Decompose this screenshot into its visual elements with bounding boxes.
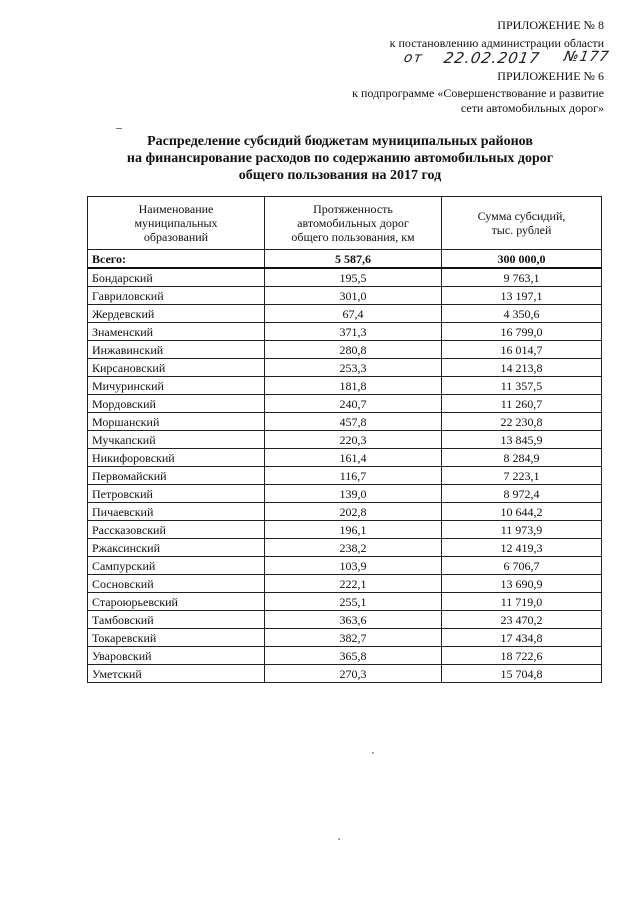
municipality-cell: Староюрьевский <box>88 593 265 611</box>
table-row <box>88 413 602 431</box>
table-row <box>88 395 602 413</box>
scan-mark <box>116 128 122 129</box>
table-row <box>88 431 602 449</box>
municipality-cell: Уваровский <box>88 647 265 665</box>
subsidy-table <box>87 196 602 683</box>
sum-cell: 4 350,6 <box>442 305 602 323</box>
table-row <box>88 485 602 503</box>
municipality-cell: Петровский <box>88 485 265 503</box>
length-cell: 220,3 <box>265 431 442 449</box>
length-cell: 457,8 <box>265 413 442 431</box>
scan-dot <box>338 838 340 840</box>
municipality-cell: Мучкапский <box>88 431 265 449</box>
appendix-6-label: ПРИЛОЖЕНИЕ № 6 <box>497 69 604 83</box>
sum-cell: 14 213,8 <box>442 359 602 377</box>
length-cell: 116,7 <box>265 467 442 485</box>
length-cell: 253,3 <box>265 359 442 377</box>
sum-cell: 17 434,8 <box>442 629 602 647</box>
table-row <box>88 323 602 341</box>
sum-cell: 6 706,7 <box>442 557 602 575</box>
sum-cell: 8 284,9 <box>442 449 602 467</box>
table-row <box>88 575 602 593</box>
handwritten-date: 22.02.2017 <box>442 49 542 67</box>
table-row <box>88 557 602 575</box>
table-row <box>88 359 602 377</box>
document-title <box>60 133 620 184</box>
length-cell: 195,5 <box>265 268 442 287</box>
subprogram-line-1: к подпрограмме «Совершенствование и развитие <box>352 86 604 100</box>
table-row <box>88 305 602 323</box>
length-cell: 161,4 <box>265 449 442 467</box>
table-row <box>88 377 602 395</box>
length-cell: 255,1 <box>265 593 442 611</box>
length-cell: 181,8 <box>265 377 442 395</box>
length-cell: 238,2 <box>265 539 442 557</box>
municipality-cell: Инжавинский <box>88 341 265 359</box>
table-row <box>88 467 602 485</box>
municipality-cell: Мичуринский <box>88 377 265 395</box>
table-row <box>88 341 602 359</box>
length-cell: 365,8 <box>265 647 442 665</box>
sum-cell: 15 704,8 <box>442 665 602 683</box>
sum-cell: 13 197,1 <box>442 287 602 305</box>
municipality-cell: Гавриловский <box>88 287 265 305</box>
length-cell: 301,0 <box>265 287 442 305</box>
municipality-cell: Жердевский <box>88 305 265 323</box>
table-row <box>88 611 602 629</box>
length-cell: 240,7 <box>265 395 442 413</box>
total-length: 5 587,6 <box>265 250 442 269</box>
length-cell: 103,9 <box>265 557 442 575</box>
municipality-cell: Рассказовский <box>88 521 265 539</box>
municipality-cell: Токаревский <box>88 629 265 647</box>
municipality-cell: Знаменский <box>88 323 265 341</box>
header-municipality: Наименование муниципальных образований <box>88 197 265 250</box>
table-row <box>88 287 602 305</box>
sum-cell: 11 973,9 <box>442 521 602 539</box>
sum-cell: 10 644,2 <box>442 503 602 521</box>
handwritten-number: №177 <box>562 49 611 65</box>
municipality-cell: Никифоровский <box>88 449 265 467</box>
length-cell: 363,6 <box>265 611 442 629</box>
table-row <box>88 449 602 467</box>
length-cell: 382,7 <box>265 629 442 647</box>
handwritten-prefix: от <box>402 50 425 66</box>
sum-cell: 7 223,1 <box>442 467 602 485</box>
municipality-cell: Сосновский <box>88 575 265 593</box>
scan-dot <box>372 752 374 754</box>
sum-cell: 16 799,0 <box>442 323 602 341</box>
length-cell: 280,8 <box>265 341 442 359</box>
length-cell: 196,1 <box>265 521 442 539</box>
sum-cell: 11 260,7 <box>442 395 602 413</box>
municipality-cell: Ржаксинский <box>88 539 265 557</box>
length-cell: 139,0 <box>265 485 442 503</box>
municipality-cell: Уметский <box>88 665 265 683</box>
table-row <box>88 647 602 665</box>
length-cell: 67,4 <box>265 305 442 323</box>
table-row <box>88 665 602 683</box>
total-label: Всего: <box>88 250 265 269</box>
decree-reference: к постановлению администрации области <box>389 36 604 50</box>
subprogram-line-2: сети автомобильных дорог» <box>460 101 604 115</box>
sum-cell: 16 014,7 <box>442 341 602 359</box>
municipality-cell: Кирсановский <box>88 359 265 377</box>
appendix-8-label: ПРИЛОЖЕНИЕ № 8 <box>497 18 604 32</box>
sum-cell: 23 470,2 <box>442 611 602 629</box>
title-line-3: общего пользования на 2017 год <box>238 168 442 183</box>
table-row <box>88 629 602 647</box>
municipality-cell: Бондарский <box>88 268 265 287</box>
municipality-cell: Сампурский <box>88 557 265 575</box>
municipality-cell: Моршанский <box>88 413 265 431</box>
length-cell: 202,8 <box>265 503 442 521</box>
length-cell: 371,3 <box>265 323 442 341</box>
municipality-cell: Пичаевский <box>88 503 265 521</box>
length-cell: 222,1 <box>265 575 442 593</box>
sum-cell: 11 357,5 <box>442 377 602 395</box>
length-cell: 270,3 <box>265 665 442 683</box>
header-subsidy-sum: Сумма субсидий, тыс. рублей <box>442 197 602 250</box>
municipality-cell: Тамбовский <box>88 611 265 629</box>
sum-cell: 8 972,4 <box>442 485 602 503</box>
sum-cell: 22 230,8 <box>442 413 602 431</box>
total-sum: 300 000,0 <box>442 250 602 269</box>
sum-cell: 9 763,1 <box>442 268 602 287</box>
title-line-1: Распределение субсидий бюджетам муниципальных районов <box>147 134 533 149</box>
table-row <box>88 503 602 521</box>
municipality-cell: Мордовский <box>88 395 265 413</box>
title-line-2: на финансирование расходов по содержанию автомобильных дорог <box>126 151 554 166</box>
table-header-row <box>88 197 602 250</box>
sum-cell: 11 719,0 <box>442 593 602 611</box>
table-row <box>88 593 602 611</box>
total-row <box>88 250 602 269</box>
table-row <box>88 539 602 557</box>
header-road-length: Протяженность автомобильных дорог общего пользования, км <box>265 197 442 250</box>
sum-cell: 12 419,3 <box>442 539 602 557</box>
sum-cell: 18 722,6 <box>442 647 602 665</box>
table-row <box>88 268 602 287</box>
sum-cell: 13 845,9 <box>442 431 602 449</box>
table-row <box>88 521 602 539</box>
municipality-cell: Первомайский <box>88 467 265 485</box>
sum-cell: 13 690,9 <box>442 575 602 593</box>
